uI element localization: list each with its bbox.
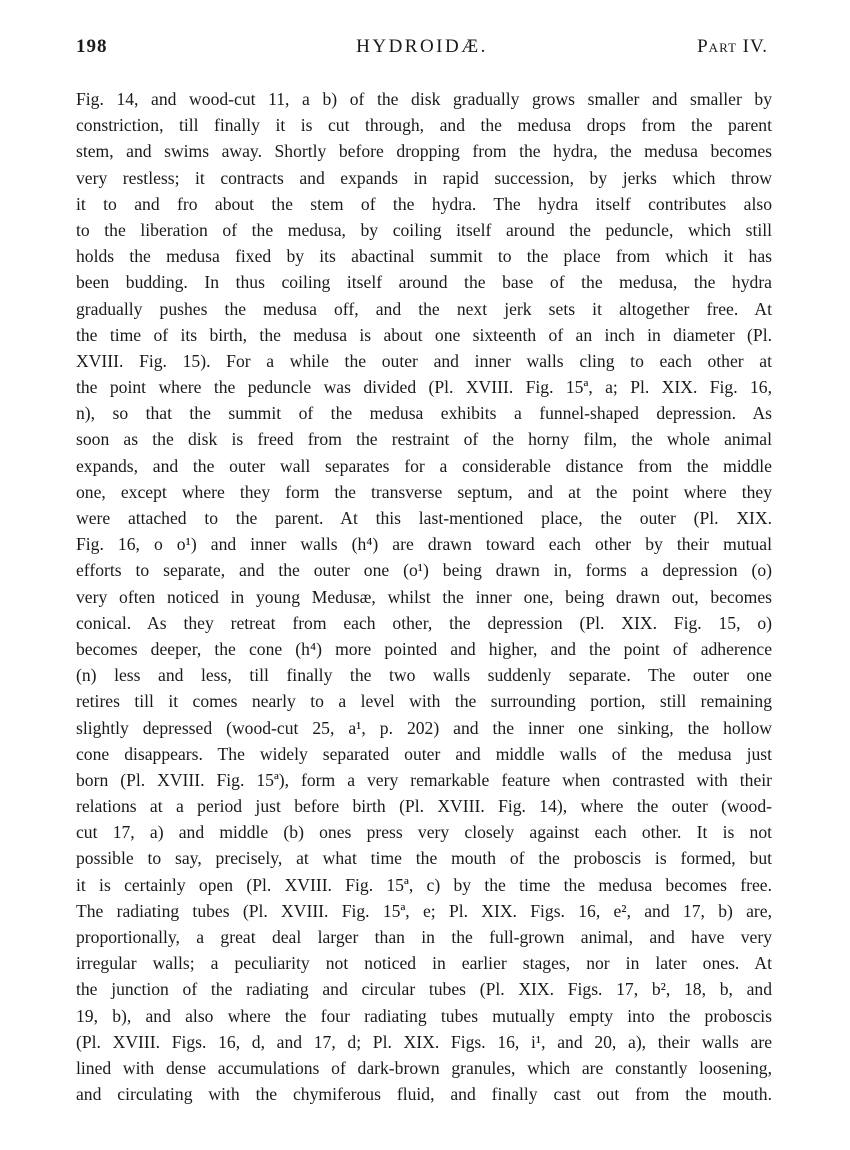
text-line: expands, and the outer wall separates for a considerable distance from the middle: [76, 455, 772, 476]
text-line: gradually pushes the medusa off, and the next jerk sets it altogether free. At: [76, 298, 772, 319]
text-line: conical. As they retreat from each other, the depression (Pl. XIX. Fig. 15, o): [76, 612, 772, 633]
text-line: Fig. 16, o o¹) and inner walls (h⁴) are drawn toward each other by their mutual: [76, 534, 772, 555]
part-label: Part IV.: [697, 36, 768, 57]
text-line: to the liberation of the medusa, by coiling itself around the peduncle, which still: [76, 219, 772, 240]
text-line: one, except where they form the transverse septum, and at the point where they: [76, 481, 772, 502]
text-line: born (Pl. XVIII. Fig. 15ª), form a very remarkable feature when contrasted with their: [76, 769, 772, 790]
text-line: the point where the peduncle was divided (Pl. XVIII. Fig. 15ª, a; Pl. XIX. Fig. 16,: [76, 377, 772, 398]
text-line: cut 17, a) and middle (b) ones press very closely against each other. It is not: [76, 822, 772, 843]
text-line: were attached to the parent. At this last-mentioned place, the outer (Pl. XIX.: [76, 508, 772, 528]
text-line: very restless; it contracts and expands in rapid succession, by jerks which throw: [76, 167, 772, 188]
text-line: the time of its birth, the medusa is about one sixteenth of an inch in diameter (Pl.: [76, 324, 772, 345]
text-line: relations at a period just before birth (Pl. XVIII. Fig. 14), where the outer (wood-: [76, 796, 772, 817]
text-line: holds the medusa fixed by its abactinal summit to the place from which it has: [76, 246, 772, 267]
body-paragraph: [76, 86, 772, 1107]
text-line: irregular walls; a peculiarity not noticed in earlier stages, nor in later ones. At: [76, 953, 772, 974]
text-line: 19, b), and also where the four radiating tubes mutually empty into the proboscis: [76, 1005, 772, 1026]
text-line: it is certainly open (Pl. XVIII. Fig. 15ª, c) by the time the medusa becomes free.: [76, 874, 772, 895]
text-line: efforts to separate, and the outer one (o¹) being drawn in, forms a depression (o): [76, 560, 772, 581]
text-line: soon as the disk is freed from the restraint of the horny film, the whole animal: [76, 429, 772, 450]
text-line: slightly depressed (wood-cut 25, a¹, p. 202) and the inner one sinking, the hollow: [76, 717, 772, 738]
text-line: (n) less and less, till finally the two walls suddenly separate. The outer one: [76, 665, 772, 686]
text-line: proportionally, a great deal larger than in the full-grown animal, and have very: [76, 927, 772, 947]
running-title: HYDROIDÆ.: [356, 36, 488, 57]
text-line: very often noticed in young Medusæ, whilst the inner one, being drawn out, becomes: [76, 586, 772, 607]
text-line: it to and fro about the stem of the hydra. The hydra itself contributes also: [76, 193, 772, 214]
text-line: becomes deeper, the cone (h⁴) more pointed and higher, and the point of adherence: [76, 638, 772, 659]
text-line: retires till it comes nearly to a level with the surrounding portion, still remaining: [76, 691, 772, 712]
text-line: been budding. In thus coiling itself around the base of the medusa, the hydra: [76, 272, 772, 293]
text-line: XVIII. Fig. 15). For a while the outer and inner walls cling to each other at: [76, 350, 772, 371]
running-header: [76, 36, 768, 66]
text-line: n), so that the summit of the medusa exhibits a funnel-shaped depression. As: [76, 403, 772, 424]
text-line: Fig. 14, and wood-cut 11, a b) of the disk gradually grows smaller and smaller by: [76, 89, 772, 109]
text-line: possible to say, precisely, at what time the mouth of the proboscis is formed, but: [76, 848, 772, 869]
text-line: cone disappears. The widely separated outer and middle walls of the medusa just: [76, 743, 772, 764]
text-line: (Pl. XVIII. Figs. 16, d, and 17, d; Pl. XIX. Figs. 16, i¹, and 20, a), their walls are: [76, 1031, 772, 1052]
page-number: 198: [76, 36, 108, 57]
text-line: lined with dense accumulations of dark-brown granules, which are constantly loosening,: [76, 1057, 772, 1078]
text-line: and circulating with the chymiferous fluid, and finally cast out from the mouth.: [76, 1084, 772, 1105]
text-line: stem, and swims away. Shortly before dropping from the hydra, the medusa becomes: [76, 141, 772, 162]
text-line: the junction of the radiating and circular tubes (Pl. XIX. Figs. 17, b², 18, b, and: [76, 979, 772, 1000]
text-line: constriction, till finally it is cut through, and the medusa drops from the parent: [76, 115, 772, 136]
text-line: The radiating tubes (Pl. XVIII. Fig. 15ª, e; Pl. XIX. Figs. 16, e², and 17, b) are,: [76, 900, 772, 921]
